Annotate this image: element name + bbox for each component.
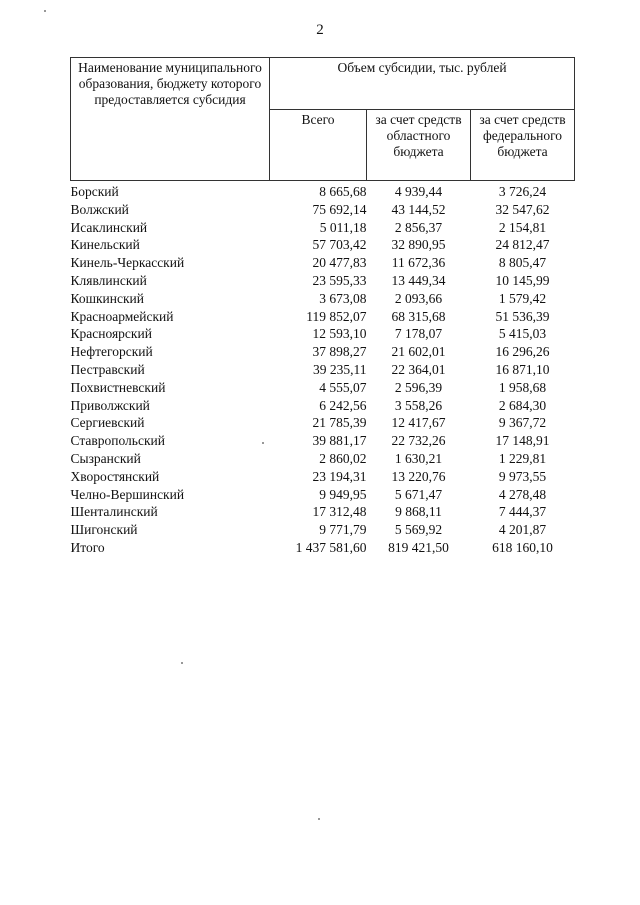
scan-speck <box>318 818 320 820</box>
federal-amount: 4 201,87 <box>498 522 547 538</box>
federal-amount: 32 547,62 <box>495 201 550 217</box>
regional-amount: 2 093,66 <box>394 290 443 306</box>
municipality-name: Итого <box>70 539 105 555</box>
total-amount: 37 898,27 <box>312 344 367 360</box>
header-regional-budget: за счет средств областного бюджета <box>367 110 471 181</box>
total-amount: 4 555,07 <box>319 379 367 395</box>
federal-amount: 2 684,30 <box>498 397 547 413</box>
regional-amount: 1 630,21 <box>394 450 443 466</box>
municipality-name: Клявлинский <box>70 272 147 288</box>
table-row <box>71 486 575 504</box>
regional-amount: 21 602,01 <box>391 344 446 360</box>
total-amount: 17 312,48 <box>312 504 367 520</box>
table-row <box>71 503 575 521</box>
total-amount: 20 477,83 <box>312 255 367 271</box>
municipality-name: Красноармейский <box>70 308 174 324</box>
federal-amount: 16 871,10 <box>495 361 550 377</box>
municipality-name: Кошкинский <box>70 290 144 306</box>
municipality-name: Приволжский <box>70 397 150 413</box>
municipality-name: Челно-Вершинский <box>70 486 185 502</box>
header-total: Всего <box>270 110 367 181</box>
municipality-name: Сызранский <box>70 450 141 466</box>
federal-amount: 8 805,47 <box>498 255 547 271</box>
table-row <box>71 236 575 254</box>
municipality-name: Борский <box>70 184 119 199</box>
federal-amount: 24 812,47 <box>495 237 550 253</box>
municipality-name: Похвистневский <box>70 379 166 395</box>
regional-amount: 22 364,01 <box>391 361 446 377</box>
regional-amount: 3 558,26 <box>394 397 443 413</box>
table-row <box>71 397 575 415</box>
page-number: 2 <box>316 22 324 38</box>
regional-amount: 2 856,37 <box>394 219 443 235</box>
regional-amount: 68 315,68 <box>391 308 446 324</box>
regional-amount: 11 672,36 <box>391 255 446 271</box>
municipality-name: Красноярский <box>70 326 152 342</box>
table-row <box>71 414 575 432</box>
table-header <box>71 58 575 181</box>
header-federal-budget: за счет средств федерального бюджета <box>471 110 575 181</box>
municipality-name: Пестравский <box>70 361 145 377</box>
total-amount: 3 673,08 <box>319 290 367 306</box>
table-row <box>71 379 575 397</box>
total-amount: 23 194,31 <box>312 468 367 484</box>
scan-speck <box>262 442 264 444</box>
municipality-name: Шигонский <box>70 522 138 538</box>
header-municipality: Наименование муниципального образования, бюджету которого предоставляется субсидия <box>71 58 270 181</box>
total-amount: 9 771,79 <box>319 522 367 538</box>
total-amount: 5 011,18 <box>319 219 367 235</box>
federal-amount: 4 278,48 <box>498 486 547 502</box>
total-amount: 57 703,42 <box>312 237 367 253</box>
header-subsidy-volume: Объем субсидии, тыс. рублей <box>270 58 575 110</box>
municipality-name: Сергиевский <box>70 415 145 431</box>
table-row <box>71 521 575 539</box>
table-row <box>71 201 575 219</box>
table-row <box>71 290 575 308</box>
federal-amount: 1 229,81 <box>498 450 547 466</box>
total-amount: 6 242,56 <box>319 397 367 413</box>
scan-speck <box>44 10 46 12</box>
total-row <box>71 539 575 557</box>
table-row <box>71 361 575 379</box>
municipality-name: Кинельский <box>70 237 140 253</box>
regional-amount: 13 220,76 <box>391 468 446 484</box>
federal-amount: 17 148,91 <box>495 433 550 449</box>
municipality-name: Волжский <box>70 201 129 217</box>
table-row <box>71 308 575 326</box>
federal-amount: 2 154,81 <box>498 219 547 235</box>
table-row <box>71 450 575 468</box>
federal-amount: 1 579,42 <box>498 290 547 306</box>
table-row <box>71 343 575 361</box>
regional-amount: 43 144,52 <box>391 201 446 217</box>
federal-amount: 3 726,24 <box>498 184 547 199</box>
table-row <box>71 432 575 450</box>
regional-amount: 4 939,44 <box>394 184 443 199</box>
federal-amount: 16 296,26 <box>495 344 550 360</box>
table-row <box>71 181 575 201</box>
total-amount: 39 235,11 <box>313 361 367 377</box>
regional-amount: 12 417,67 <box>391 415 446 431</box>
total-amount: 119 852,07 <box>306 308 367 324</box>
total-amount: 23 595,33 <box>312 272 367 288</box>
table-row <box>71 325 575 343</box>
regional-amount: 5 569,92 <box>394 522 443 538</box>
total-amount: 12 593,10 <box>312 326 367 342</box>
federal-amount: 7 444,37 <box>498 504 547 520</box>
municipality-name: Нефтегорский <box>70 344 153 360</box>
federal-amount: 5 415,03 <box>498 326 547 342</box>
municipality-name: Ставропольский <box>70 433 165 449</box>
federal-amount: 9 973,55 <box>498 468 547 484</box>
total-amount: 1 437 581,60 <box>295 539 367 555</box>
regional-amount: 5 671,47 <box>394 486 443 502</box>
municipality-name: Хворостянский <box>70 468 160 484</box>
table-row <box>71 272 575 290</box>
total-amount: 75 692,14 <box>312 201 367 217</box>
subsidy-table <box>70 57 575 557</box>
municipality-name: Шенталинский <box>70 504 158 520</box>
total-amount: 8 665,68 <box>319 184 367 199</box>
total-amount: 21 785,39 <box>312 415 367 431</box>
regional-amount: 819 421,50 <box>388 539 449 555</box>
federal-amount: 1 958,68 <box>498 379 547 395</box>
federal-amount: 9 367,72 <box>498 415 547 431</box>
scan-speck <box>181 662 183 664</box>
total-amount: 39 881,17 <box>312 433 367 449</box>
federal-amount: 618 160,10 <box>492 539 553 555</box>
regional-amount: 13 449,34 <box>391 272 446 288</box>
regional-amount: 9 868,11 <box>395 504 442 520</box>
regional-amount: 32 890,95 <box>391 237 446 253</box>
regional-amount: 2 596,39 <box>394 379 443 395</box>
federal-amount: 51 536,39 <box>495 308 550 324</box>
municipality-name: Кинель-Черкасский <box>70 255 185 271</box>
table-row <box>71 254 575 272</box>
table-body <box>71 181 575 557</box>
total-amount: 9 949,95 <box>319 486 367 502</box>
table-row <box>71 219 575 237</box>
regional-amount: 22 732,26 <box>391 433 446 449</box>
federal-amount: 10 145,99 <box>495 272 550 288</box>
total-amount: 2 860,02 <box>319 450 367 466</box>
municipality-name: Исаклинский <box>70 219 148 235</box>
regional-amount: 7 178,07 <box>394 326 443 342</box>
table-row <box>71 468 575 486</box>
